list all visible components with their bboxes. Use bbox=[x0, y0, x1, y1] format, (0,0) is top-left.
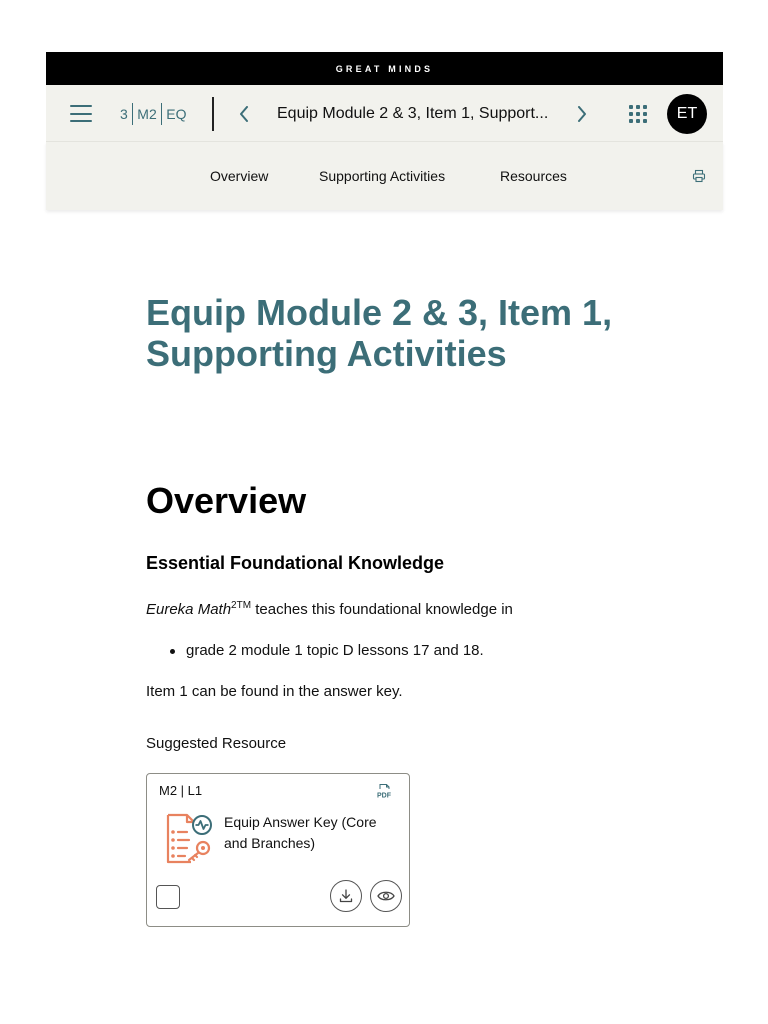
list-item: grade 2 module 1 topic D lessons 17 and 18. bbox=[146, 640, 626, 662]
tab-supporting-activities[interactable]: Supporting Activities bbox=[319, 168, 446, 184]
brand-logo: GREAT MINDS bbox=[335, 63, 434, 74]
app-shell bbox=[46, 52, 723, 210]
tab-bar bbox=[46, 142, 723, 210]
download-icon[interactable] bbox=[330, 880, 362, 912]
sub-heading: Essential Foundational Knowledge bbox=[146, 553, 445, 573]
svg-text:PDF: PDF bbox=[377, 792, 391, 799]
resource-card[interactable] bbox=[146, 773, 410, 927]
pdf-icon bbox=[374, 783, 394, 799]
product-name: Eureka Math bbox=[146, 601, 232, 618]
product-superscript: 2TM bbox=[231, 600, 252, 611]
tab-overview[interactable]: Overview bbox=[210, 168, 269, 184]
resource-code: M2 | L1 bbox=[159, 783, 203, 798]
page-title: Equip Module 2 & 3, Item 1, Supporting Activities bbox=[146, 292, 613, 374]
section-title: Overview bbox=[146, 480, 307, 521]
suggested-resource-label: Suggested Resource bbox=[146, 735, 287, 752]
breadcrumb bbox=[120, 102, 190, 126]
answer-key-paragraph: Item 1 can be found in the answer key. bbox=[146, 683, 403, 700]
resource-checkbox[interactable] bbox=[156, 885, 180, 909]
bullet-list bbox=[146, 640, 626, 662]
print-icon[interactable] bbox=[692, 169, 706, 183]
item-title: Equip Module 2 & 3, Item 1, Support... bbox=[277, 104, 549, 122]
avatar[interactable]: ET bbox=[667, 94, 707, 134]
top-bar bbox=[46, 85, 723, 142]
brand-bar bbox=[46, 52, 723, 85]
apps-grid-icon[interactable] bbox=[629, 105, 647, 123]
tab-resources[interactable]: Resources bbox=[500, 168, 567, 184]
intro-text: teaches this foundational knowledge in bbox=[251, 601, 513, 618]
chevron-right-icon[interactable] bbox=[572, 102, 592, 126]
menu-icon[interactable] bbox=[70, 105, 92, 122]
resource-title: Equip Answer Key (Core and Branches) bbox=[224, 814, 377, 851]
main-content bbox=[146, 292, 626, 927]
breadcrumb-module[interactable]: M2 bbox=[137, 106, 157, 122]
breadcrumb-section[interactable]: EQ bbox=[166, 106, 187, 122]
chevron-left-icon[interactable] bbox=[234, 102, 254, 126]
breadcrumb-grade[interactable]: 3 bbox=[120, 106, 128, 122]
header-divider bbox=[212, 97, 214, 131]
answer-key-icon bbox=[161, 812, 213, 866]
eye-icon[interactable] bbox=[370, 880, 402, 912]
intro-paragraph bbox=[146, 595, 626, 621]
